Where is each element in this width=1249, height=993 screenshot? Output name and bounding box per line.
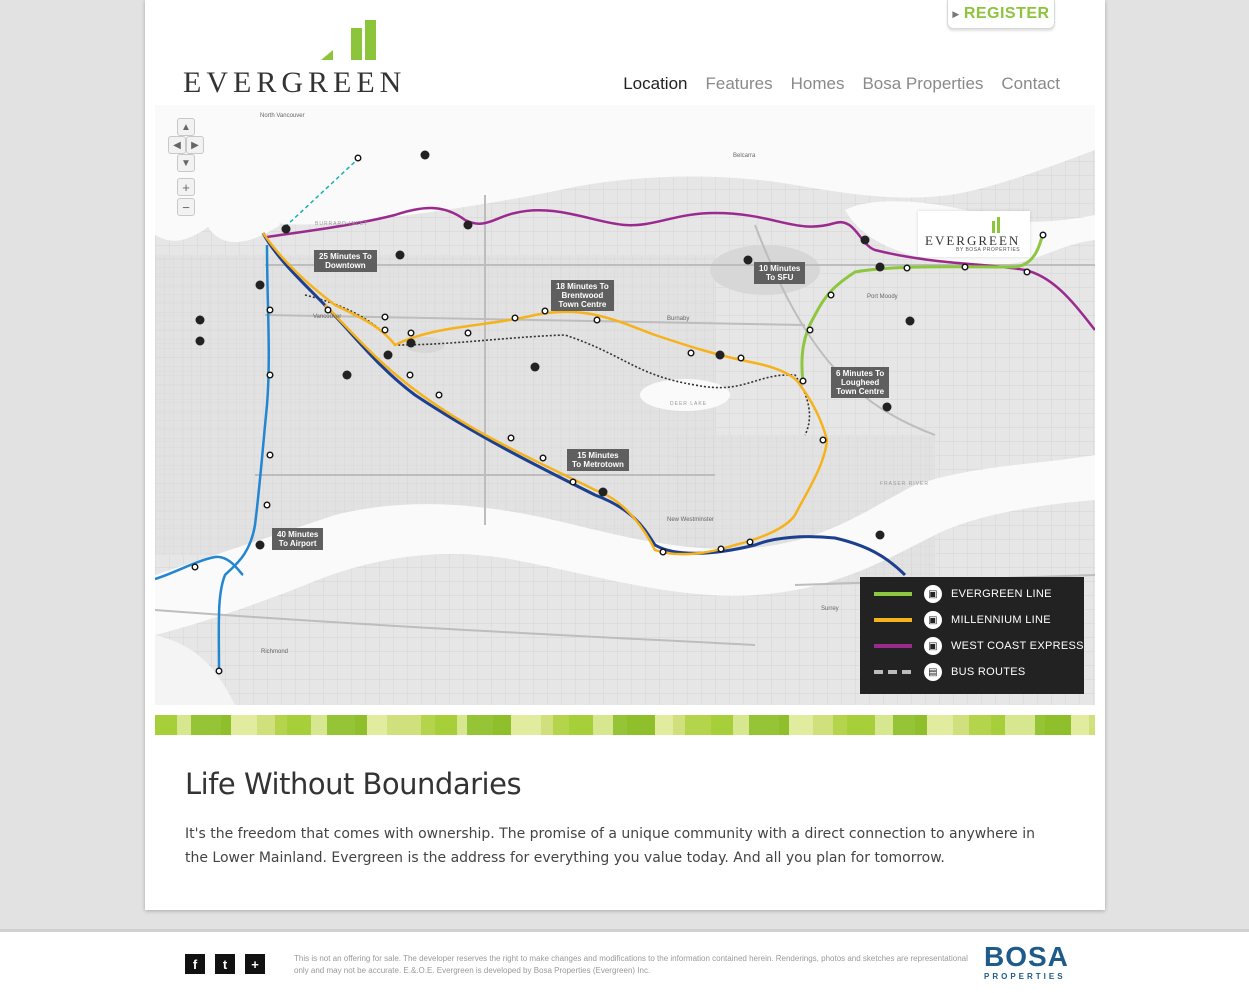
bosa-brand: BOSA xyxy=(984,941,1069,972)
callout-downtown: 25 Minutes To Downtown xyxy=(314,250,377,272)
facebook-icon[interactable]: f xyxy=(185,954,205,974)
bosa-logo[interactable] xyxy=(984,942,1074,988)
main-nav xyxy=(623,74,1060,94)
label-port-moody: Port Moody xyxy=(867,294,898,300)
logo-text: EVERGREEN xyxy=(183,66,407,99)
legend-swatch xyxy=(874,592,912,596)
stripe-segment xyxy=(511,715,541,735)
label-belcarra: Belcarra xyxy=(733,153,756,159)
pan-down-button[interactable]: ▼ xyxy=(177,154,195,172)
stripe-segment xyxy=(177,715,191,735)
callout-metrotown: 15 Minutes To Metrotown xyxy=(567,449,629,471)
stripe-segment xyxy=(685,715,711,735)
nav-contact[interactable]: Contact xyxy=(1001,74,1060,93)
train-icon: ▣ xyxy=(924,585,942,603)
logo-bars-icon xyxy=(918,211,1030,235)
register-button[interactable] xyxy=(947,0,1055,29)
bosa-brand-sub: PROPERTIES xyxy=(984,972,1066,981)
map-evergreen-logo xyxy=(918,211,1030,257)
stripe-segment xyxy=(387,715,421,735)
label-richmond: Richmond xyxy=(261,649,289,655)
stripe-segment xyxy=(257,715,275,735)
stripe-segment xyxy=(673,715,685,735)
pan-left-button[interactable]: ◀ xyxy=(168,136,186,154)
logo-bars-icon xyxy=(183,18,423,68)
legend-label: MILLENNIUM LINE xyxy=(951,614,1051,626)
train-icon: ▣ xyxy=(924,637,942,655)
stripe-segment xyxy=(789,715,813,735)
callout-brentwood: 18 Minutes To Brentwood Town Centre xyxy=(551,280,614,311)
legend-bus-routes xyxy=(874,662,1026,682)
callout-airport: 40 Minutes To Airport xyxy=(272,528,323,550)
stripe-segment xyxy=(493,715,511,735)
stripe-segment xyxy=(435,715,457,735)
twitter-icon[interactable]: t xyxy=(215,954,235,974)
stripe-segment xyxy=(569,715,593,735)
stripe-segment xyxy=(1071,715,1089,735)
stripe-segment xyxy=(749,715,779,735)
legend-evergreen-line xyxy=(874,584,1052,604)
stripe-segment xyxy=(1035,715,1045,735)
stripe-segment xyxy=(355,715,367,735)
stripe-segment xyxy=(779,715,789,735)
stripe-segment xyxy=(875,715,893,735)
stripe-segment xyxy=(1045,715,1071,735)
play-icon: ▶ xyxy=(952,8,960,19)
nav-location[interactable]: Location xyxy=(623,74,688,93)
stripe-segment xyxy=(421,715,435,735)
callout-lougheed: 6 Minutes To Lougheed Town Centre xyxy=(831,367,889,398)
stripe-segment xyxy=(847,715,875,735)
section-body: It's the freedom that comes with ownership. The promise of a unique community with a direct connection to anywhere in the Lower Mainland. Evergreen is the address for everything you value today. And all you plan for tomorrow. xyxy=(185,826,1035,866)
nav-homes[interactable]: Homes xyxy=(790,74,845,93)
label-vancouver: Vancouver xyxy=(313,314,342,320)
stripe-segment xyxy=(191,715,221,735)
transit-map[interactable] xyxy=(155,105,1095,705)
label-deer-lake: DEER LAKE xyxy=(670,401,708,407)
evergreen-logo[interactable] xyxy=(183,18,423,98)
decorative-stripe xyxy=(155,715,1095,735)
stripe-segment xyxy=(221,715,231,735)
footer xyxy=(0,932,1249,993)
map-legend xyxy=(860,577,1084,694)
stripe-segment xyxy=(311,715,327,735)
label-surrey: Surrey xyxy=(821,606,839,612)
legend-millennium-line xyxy=(874,610,1051,630)
stripe-segment xyxy=(833,715,847,735)
section-title: Life Without Boundaries xyxy=(185,767,522,801)
label-burnaby: Burnaby xyxy=(667,316,690,322)
stripe-segment xyxy=(991,715,1005,735)
stripe-segment xyxy=(327,715,355,735)
stripe-segment xyxy=(1089,715,1095,735)
nav-bosa-properties[interactable]: Bosa Properties xyxy=(862,74,984,93)
stripe-segment xyxy=(711,715,733,735)
legend-label: EVERGREEN LINE xyxy=(951,588,1052,600)
stripe-segment xyxy=(593,715,613,735)
legend-swatch xyxy=(874,618,912,622)
stripe-segment xyxy=(541,715,553,735)
label-burrard-inlet: BURRARD INLET xyxy=(315,221,369,227)
map-logo-sub: BY BOSA PROPERTIES xyxy=(956,247,1021,253)
stripe-segment xyxy=(627,715,655,735)
stripe-segment xyxy=(969,715,991,735)
map-logo-name: EVERGREEN xyxy=(925,233,1021,248)
pan-up-button[interactable]: ▲ xyxy=(177,118,195,136)
legend-swatch xyxy=(874,670,912,674)
stripe-segment xyxy=(231,715,257,735)
google-plus-icon[interactable]: + xyxy=(245,954,265,974)
stripe-segment xyxy=(275,715,287,735)
register-label: REGISTER xyxy=(963,5,1050,22)
callout-sfu: 10 Minutes To SFU xyxy=(754,262,805,284)
label-new-westminster: New Westminster xyxy=(667,517,714,523)
stripe-segment xyxy=(457,715,467,735)
legend-swatch xyxy=(874,644,912,648)
stripe-segment xyxy=(813,715,833,735)
stripe-segment xyxy=(927,715,953,735)
stripe-segment xyxy=(915,715,927,735)
stripe-segment xyxy=(1005,715,1035,735)
stripe-segment xyxy=(953,715,969,735)
train-icon: ▣ xyxy=(924,611,942,629)
stripe-segment xyxy=(367,715,387,735)
stripe-segment xyxy=(655,715,673,735)
legend-label: WEST COAST EXPRESS xyxy=(951,640,1084,652)
stripe-segment xyxy=(287,715,311,735)
zoom-in-button[interactable]: + xyxy=(177,178,195,196)
legend-west-coast-express xyxy=(874,636,1084,656)
stripe-segment xyxy=(613,715,627,735)
stripe-segment xyxy=(155,715,177,735)
legend-label: BUS ROUTES xyxy=(951,666,1026,678)
bus-icon: ▤ xyxy=(924,663,942,681)
zoom-out-button[interactable]: − xyxy=(177,198,195,216)
stripe-segment xyxy=(733,715,749,735)
stripe-segment xyxy=(467,715,493,735)
stripe-segment xyxy=(893,715,915,735)
pan-right-button[interactable]: ▶ xyxy=(186,136,204,154)
page-card xyxy=(145,0,1105,910)
nav-features[interactable]: Features xyxy=(705,74,773,93)
stripe-segment xyxy=(553,715,569,735)
label-fraser-river: FRASER RIVER xyxy=(880,481,929,487)
label-north-vancouver: North Vancouver xyxy=(260,113,305,119)
disclaimer-text: This is not an offering for sale. The developer reserves the right to make changes and modifications to the information contained herein. Renderings, photos and sketches are representational only and may not be accurate. E.&.O.E. Evergreen is developed by Bosa Properties (Evergreen) Inc. xyxy=(294,954,968,975)
